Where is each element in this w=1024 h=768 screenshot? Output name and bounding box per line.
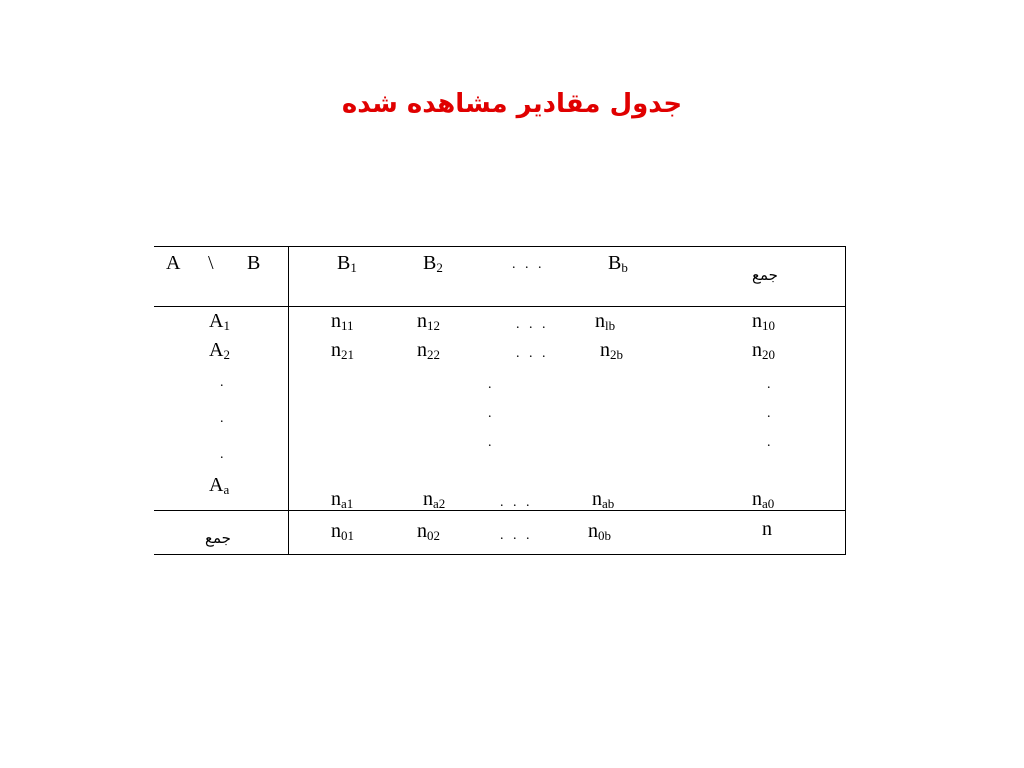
cell-n10: $n_{10}$ — [752, 310, 775, 333]
cell-na0: $n_{a0}$ — [752, 488, 775, 511]
cell-ellipsis: . . . — [500, 528, 533, 543]
cell-dot: . — [488, 406, 492, 421]
slide-title: جدول مقادیر مشاهده شده — [341, 89, 683, 119]
cell-dot: . — [767, 377, 771, 392]
row-header-dot: . — [220, 447, 224, 462]
row-header-a2: $A_2$ — [209, 339, 230, 362]
row-header-dot: . — [220, 375, 224, 390]
cell-n12: $n_{12}$ — [417, 310, 440, 333]
corner-label-a: A — [166, 252, 181, 274]
row-header-aa: $A_a$ — [209, 474, 230, 497]
col-header-b2: $B_2$ — [423, 252, 443, 275]
cell-n11: $n_{11}$ — [331, 310, 354, 333]
cell-n-grand-total: n — [762, 518, 772, 540]
header-separator — [154, 306, 846, 307]
cell-na2: $n_{a2}$ — [423, 488, 446, 511]
col-header-b1: $B_1$ — [337, 252, 357, 275]
row-header-divider — [288, 246, 289, 555]
observed-values-table — [154, 246, 846, 555]
cell-nab: $n_{ab}$ — [592, 488, 615, 511]
col-header-ellipsis: . . . — [512, 257, 545, 272]
cell-dot: . — [488, 435, 492, 450]
table-top-border — [154, 246, 846, 247]
cell-n1b: $n_{lb}$ — [595, 310, 616, 333]
cell-dot: . — [488, 377, 492, 392]
cell-n0b: $n_{0b}$ — [588, 520, 611, 543]
cell-dot: . — [767, 435, 771, 450]
cell-n01: $n_{01}$ — [331, 520, 354, 543]
col-header-bb: $B_b$ — [608, 252, 628, 275]
corner-label-separator: \ — [208, 252, 214, 274]
cell-na1: $n_{a1}$ — [331, 488, 354, 511]
cell-n2b: $n_{2b}$ — [600, 339, 623, 362]
row-header-total: جمع — [205, 529, 231, 547]
cell-ellipsis: . . . — [516, 346, 549, 361]
row-header-a1: $A_1$ — [209, 310, 230, 333]
col-header-total: جمع — [752, 266, 778, 284]
cell-ellipsis: . . . — [516, 317, 549, 332]
cell-n22: $n_{22}$ — [417, 339, 440, 362]
cell-n02: $n_{02}$ — [417, 520, 440, 543]
cell-n20: $n_{20}$ — [752, 339, 775, 362]
corner-label-b: B — [247, 252, 261, 274]
cell-dot: . — [767, 406, 771, 421]
cell-n21: $n_{21}$ — [331, 339, 354, 362]
row-header-dot: . — [220, 411, 224, 426]
table-right-border — [845, 246, 846, 555]
table-bottom-border — [154, 554, 846, 555]
cell-ellipsis: . . . — [500, 495, 533, 510]
